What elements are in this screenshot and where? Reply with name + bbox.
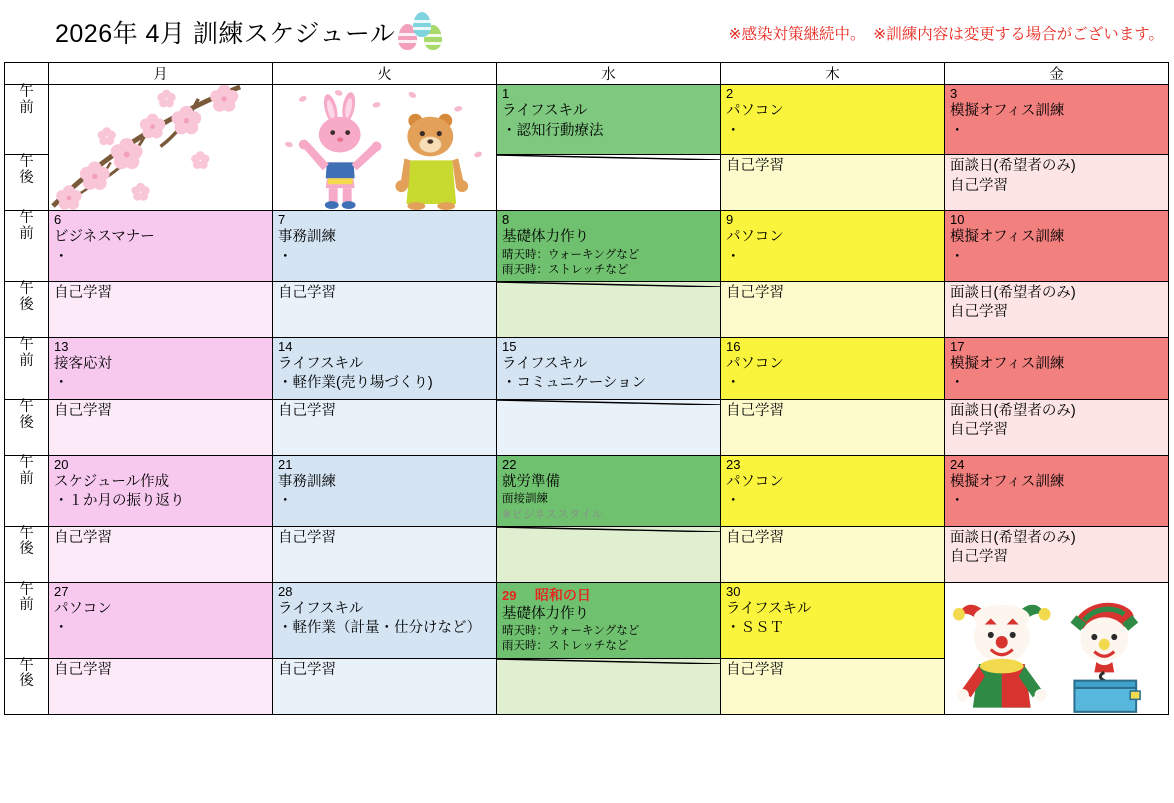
period-label-am-line1: 午 <box>19 84 34 100</box>
day-cell-am-22 <box>497 455 721 526</box>
activity-line: ・ <box>950 375 965 392</box>
table-header-row <box>5 63 1169 85</box>
notice-text: ※感染対策継続中。 ※訓練内容は変更する場合がございます。 <box>728 26 1164 43</box>
weekday-header-tue: 火 <box>273 63 497 85</box>
table-row <box>5 211 1169 282</box>
day-number: 3 <box>950 86 958 101</box>
day-number: 6 <box>54 212 62 227</box>
activity-line: ライフスキル <box>726 600 812 617</box>
table-row <box>5 582 1169 658</box>
period-label-am <box>5 455 49 526</box>
day-number: 20 <box>54 456 69 472</box>
period-label-pm-line2: 後 <box>19 673 34 690</box>
activity-line: 自己学習 <box>278 661 336 678</box>
activity-line: 面談日(希望者のみ) <box>950 402 1076 419</box>
activity-line: 自己学習 <box>726 158 784 174</box>
activity-line: 自己学習 <box>54 284 112 301</box>
activity-note: 雨天時：ストレッチなど <box>502 263 629 276</box>
clown-toys-icon <box>945 583 1168 714</box>
day-cell-am-13 <box>49 337 273 399</box>
period-label-pm <box>5 281 49 337</box>
activity-line: パソコン <box>726 228 784 245</box>
period-label-am-line2: 前 <box>19 99 34 116</box>
weekday-header-thu: 木 <box>721 63 945 85</box>
period-label-pm-line2: 後 <box>19 541 34 558</box>
day-number: 30 <box>726 583 741 599</box>
day-cell-pm-10 <box>945 281 1169 337</box>
day-number: 29 <box>502 587 517 603</box>
period-label-am-line1: 午 <box>19 336 34 353</box>
day-cell-pm-27 <box>49 658 273 714</box>
day-cell-pm-2 <box>721 155 945 211</box>
day-number: 22 <box>502 456 517 472</box>
activity-note: 晴天時：ウォーキングなど <box>502 625 640 638</box>
day-cell-am-20 <box>49 455 273 526</box>
activity-line: 面談日(希望者のみ) <box>950 529 1076 546</box>
day-number: 21 <box>278 456 293 472</box>
activity-line: ライフスキル <box>278 355 364 372</box>
day-cell-pm-24 <box>945 526 1169 582</box>
activity-line: ライフスキル <box>502 102 588 119</box>
activity-line: ・ <box>54 620 69 637</box>
period-label-am <box>5 211 49 282</box>
period-label-pm-line2: 後 <box>19 414 34 431</box>
activity-line: ・ <box>950 493 965 510</box>
day-number: 1 <box>502 86 510 101</box>
day-number: 13 <box>54 338 69 354</box>
activity-line: 自己学習 <box>278 402 336 419</box>
activity-line: ・ <box>950 248 965 265</box>
activity-line: パソコン <box>726 473 784 490</box>
activity-line: ライフスキル <box>502 355 588 372</box>
activity-line: 自己学習 <box>54 661 112 678</box>
activity-line: ・ <box>726 493 741 510</box>
no-class-slash-icon <box>497 400 720 405</box>
period-label-am <box>5 337 49 399</box>
day-cell-pm-29 <box>497 658 721 714</box>
day-number: 14 <box>278 338 293 354</box>
day-cell-am-2 <box>721 85 945 155</box>
table-row <box>5 526 1169 582</box>
day-cell-am-28 <box>273 582 497 658</box>
activity-line: スケジュール作成 <box>54 473 170 490</box>
activity-line: 事務訓練 <box>278 473 336 490</box>
day-number: 17 <box>950 338 965 354</box>
period-label-am-line1: 午 <box>19 581 34 598</box>
period-label-pm-line2: 後 <box>19 169 34 186</box>
activity-line: 模擬オフィス訓練 <box>950 355 1065 372</box>
day-cell-pm-9 <box>721 281 945 337</box>
activity-line: ・コミュニケーション <box>502 375 647 392</box>
day-cell-pm-7 <box>273 281 497 337</box>
day-cell-am-3 <box>945 85 1169 155</box>
day-number: 23 <box>726 456 741 472</box>
day-cell-am-16 <box>721 337 945 399</box>
activity-line: パソコン <box>54 600 112 617</box>
day-cell-am-10 <box>945 211 1169 282</box>
day-cell-am-27 <box>49 582 273 658</box>
day-cell-am-14 <box>273 337 497 399</box>
period-label-pm <box>5 526 49 582</box>
table-row <box>5 85 1169 155</box>
day-cell-pm-23 <box>721 526 945 582</box>
activity-note: 面接訓練 <box>502 493 548 506</box>
activity-line: ・ <box>54 248 69 265</box>
day-cell-am-7 <box>273 211 497 282</box>
day-number: 15 <box>502 338 517 354</box>
period-label-pm <box>5 658 49 714</box>
day-cell-pm-20 <box>49 526 273 582</box>
day-cell-am-29 <box>497 582 721 658</box>
day-number: 24 <box>950 456 965 472</box>
table-row <box>5 455 1169 526</box>
sakura-branch-icon <box>49 85 272 210</box>
schedule-table <box>4 62 1169 715</box>
activity-note: ※ビジネススタイル <box>502 508 604 521</box>
period-label-am-line2: 前 <box>19 597 34 614</box>
day-cell-pm-15 <box>497 399 721 455</box>
activity-line: 自己学習 <box>54 402 112 419</box>
day-number: 16 <box>726 338 741 354</box>
period-label-am-line2: 前 <box>19 470 34 487</box>
period-label-pm-line2: 後 <box>19 296 34 313</box>
easter-egg-icon <box>398 10 444 54</box>
activity-line: ・認知行動療法 <box>502 122 604 139</box>
activity-line: 自己学習 <box>950 422 1008 439</box>
activity-line: パソコン <box>726 355 784 372</box>
activity-note: 雨天時：ストレッチなど <box>502 640 629 653</box>
period-label-am-line2: 前 <box>19 352 34 369</box>
rabbit-and-bear-illustration-cell <box>273 85 497 211</box>
activity-line: ・軽作業（計量・仕分けなど） <box>278 620 481 637</box>
table-row <box>5 337 1169 399</box>
activity-line: ・ <box>278 248 293 265</box>
no-class-slash-icon <box>497 527 720 532</box>
day-cell-am-23 <box>721 455 945 526</box>
activity-line: 自己学習 <box>950 177 1008 194</box>
activity-line: ・ <box>726 122 741 139</box>
table-row <box>5 399 1169 455</box>
page-title: 2026年 4月 訓練スケジュール <box>55 20 396 48</box>
day-cell-am-9 <box>721 211 945 282</box>
activity-line: 自己学習 <box>950 549 1008 566</box>
day-number: 2 <box>726 86 734 101</box>
period-label-pm-line1: 午 <box>19 280 34 297</box>
activity-line: 模擬オフィス訓練 <box>950 102 1065 119</box>
day-cell-pm-1 <box>497 155 721 211</box>
no-class-slash-icon <box>497 155 720 160</box>
activity-line: 模擬オフィス訓練 <box>950 228 1065 245</box>
sakura-branch-illustration-cell <box>49 85 273 211</box>
period-label-am-line1: 午 <box>19 210 34 226</box>
activity-line: 自己学習 <box>726 402 784 419</box>
day-number: 28 <box>278 583 293 599</box>
day-cell-am-24 <box>945 455 1169 526</box>
day-cell-pm-22 <box>497 526 721 582</box>
day-cell-pm-14 <box>273 399 497 455</box>
activity-line: ・ＳＳＴ <box>726 620 784 637</box>
page-header <box>0 0 1174 62</box>
activity-line: ・ <box>726 248 741 265</box>
day-cell-am-6 <box>49 211 273 282</box>
activity-line: ・軽作業(売り場づくり) <box>278 375 433 392</box>
activity-line: ・ <box>726 375 741 392</box>
activity-line: ・ <box>54 375 69 392</box>
weekday-header-mon: 月 <box>49 63 273 85</box>
activity-line: 接客応対 <box>54 355 112 372</box>
no-class-slash-icon <box>497 659 720 664</box>
activity-line: ・ <box>950 122 965 139</box>
day-cell-pm-28 <box>273 658 497 714</box>
period-label-pm-line1: 午 <box>19 525 34 542</box>
day-cell-am-8 <box>497 211 721 282</box>
period-label-pm <box>5 155 49 211</box>
activity-line: 基礎体力作り <box>502 605 589 622</box>
period-label-pm-line1: 午 <box>19 154 34 170</box>
day-cell-am-1 <box>497 85 721 155</box>
corner-cell <box>5 63 49 85</box>
day-number: 27 <box>54 583 69 599</box>
activity-line: 自己学習 <box>54 529 112 546</box>
activity-line: ・ <box>278 493 293 510</box>
activity-line: 就労準備 <box>502 473 560 490</box>
period-label-am <box>5 582 49 658</box>
day-number: 8 <box>502 212 510 227</box>
activity-line: 自己学習 <box>950 304 1008 321</box>
activity-line: ・１か月の振り返り <box>54 493 185 510</box>
day-cell-pm-3 <box>945 155 1169 211</box>
day-cell-pm-21 <box>273 526 497 582</box>
day-cell-am-17 <box>945 337 1169 399</box>
activity-line: 事務訓練 <box>278 228 336 245</box>
period-label-pm <box>5 399 49 455</box>
activity-line: 自己学習 <box>726 661 784 678</box>
activity-line: 自己学習 <box>726 284 784 301</box>
activity-line: 模擬オフィス訓練 <box>950 473 1065 490</box>
weekday-header-wed: 水 <box>497 63 721 85</box>
activity-line: ビジネスマナー <box>54 228 155 245</box>
activity-line: 基礎体力作り <box>502 228 589 245</box>
period-label-am-line1: 午 <box>19 454 34 471</box>
day-cell-am-30 <box>721 582 945 658</box>
period-label-pm-line1: 午 <box>19 398 34 415</box>
day-number: 10 <box>950 212 965 227</box>
day-number: 7 <box>278 212 286 227</box>
day-cell-pm-17 <box>945 399 1169 455</box>
activity-line: 自己学習 <box>726 529 784 546</box>
day-cell-pm-13 <box>49 399 273 455</box>
activity-line: 面談日(希望者のみ) <box>950 158 1076 174</box>
activity-line: 自己学習 <box>278 529 336 546</box>
period-label-pm-line1: 午 <box>19 657 34 674</box>
clown-toys-illustration-cell <box>945 582 1169 714</box>
day-cell-pm-6 <box>49 281 273 337</box>
rabbit-and-bear-icon <box>273 85 496 210</box>
day-cell-pm-16 <box>721 399 945 455</box>
table-row <box>5 281 1169 337</box>
day-cell-pm-30 <box>721 658 945 714</box>
day-number: 9 <box>726 212 734 227</box>
activity-line: 面談日(希望者のみ) <box>950 284 1076 301</box>
day-cell-pm-8 <box>497 281 721 337</box>
activity-line: ライフスキル <box>278 600 364 617</box>
activity-note: 晴天時：ウォーキングなど <box>502 248 640 261</box>
day-cell-am-15 <box>497 337 721 399</box>
period-label-am-line2: 前 <box>19 225 34 242</box>
holiday-label: 昭和の日 <box>534 586 591 603</box>
period-label-am <box>5 85 49 155</box>
no-class-slash-icon <box>497 282 720 287</box>
activity-line: 自己学習 <box>278 284 336 301</box>
day-cell-am-21 <box>273 455 497 526</box>
weekday-header-fri: 金 <box>945 63 1169 85</box>
activity-line: パソコン <box>726 102 784 119</box>
